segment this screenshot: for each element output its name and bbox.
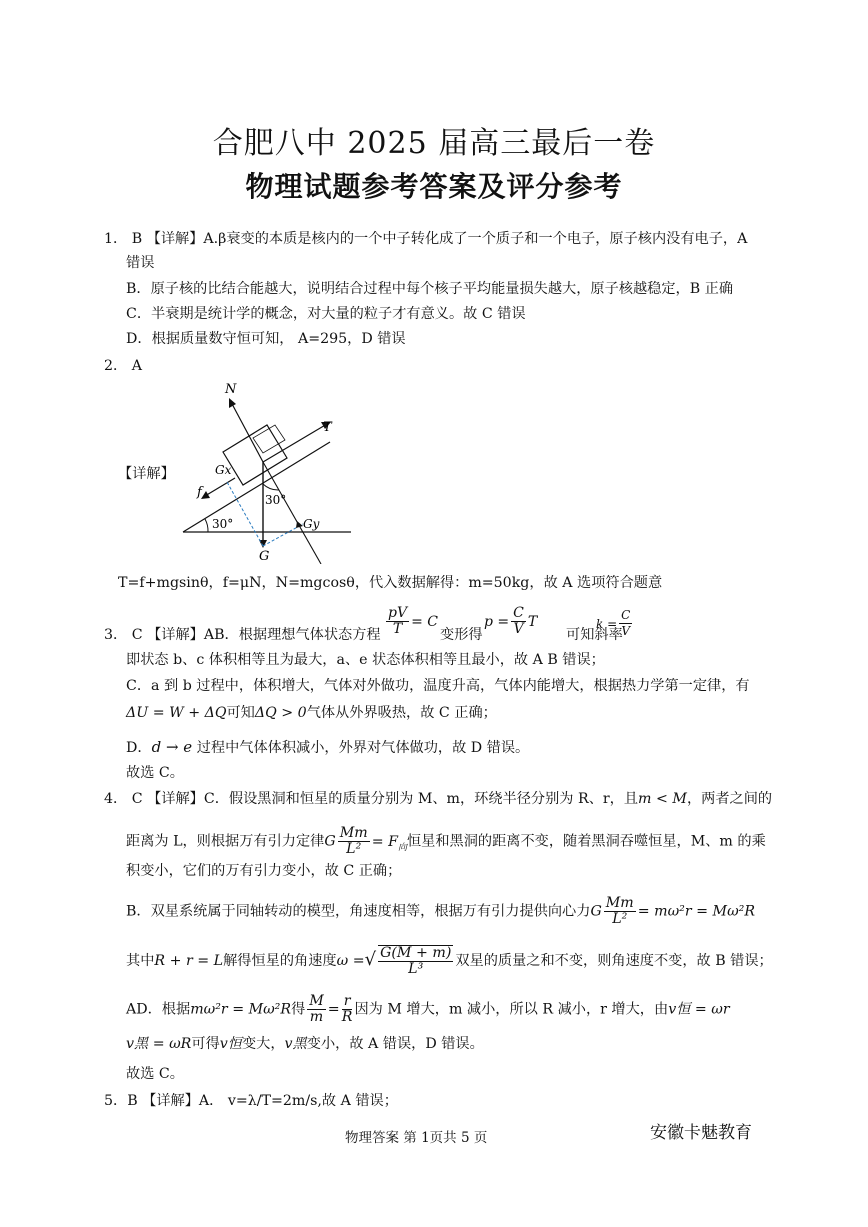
page-subtitle: 物理试题参考答案及评分参考 [245,170,623,203]
q4-line5-text: 其中 [126,953,155,969]
q3-state-equation: $\frac{pV}{T}$ = C [388,605,438,637]
q3-option-d-text: 过程中气体体积减小，外界对气体做功，故 D 错误。 [196,740,530,756]
q4-distance-eq: R + r = L [154,953,224,969]
q1-option-c: C．半衰期是统计学的概念，对大量的粒子才有意义。故 C 错误 [126,306,526,322]
q4-angular-eq: mω²r = Mω²R [190,1001,292,1018]
q2-formula: T=f+mgsinθ，f=μN，N=mgcosθ，代入数据解得：m=50kg，故 A 选项符合题意 [118,575,663,591]
q3-text-kezhi: 可知 [226,705,255,721]
q3-text-absorb: 气体从外界吸热，故 C 正确； [306,705,497,721]
force-label-gy: Gy [303,517,320,531]
q2-head: 2． A [104,358,142,374]
q4-v-bh: v黑 [284,1036,307,1052]
q4-line5: 其中R + r = L解得恒星的角速度ω =√ $\frac{G(M + m)}{\text{L³}}$ 双星的质量之和不变，则角速度不变，故 B 错误； [126,945,773,977]
q4-star-velocity-eq: v恒 = ωr [668,1001,730,1018]
q3-head: 3． C 【详解】AB．根据理想气体状态方程 [104,627,381,643]
q4-line6: AD．根据mω²r = Mω²R得 $\frac{M}{m}$ = $\frac{r}{R}$ 因为 M 增大，m 减小，所以 R 减小，r 增大，由v恒 = ωr [126,993,730,1025]
q3-first-law-eq: ΔU = W + ΔQ [126,705,227,721]
q4-v-star: v恒 [219,1036,242,1052]
q3-slope-eq: k = $\frac{C}{V}$ [596,608,631,638]
page-title: 合肥八中 2025 届高三最后一卷 [212,126,656,161]
q4-mass-inequality: m < M [638,791,687,807]
q3-transform-text: 变形得 [440,627,483,643]
q4-line5-tail: 双星的质量之和不变，则角速度不变，故 B 错误； [455,953,773,969]
brand-watermark: 安徽卡魅教育 [650,1123,752,1143]
q4-line6-text: AD．根据 [126,1001,191,1018]
q3-line2: 即状态 b、c 体积相等且为最大，a、e 状态体积相等且最小，故 A B 错误； [126,652,605,668]
q4-line5-mid: 解得恒星的角速度 [223,953,337,969]
q3-process-de: d → e [151,738,193,756]
q4-line7-tail: 变小，故 A 错误，D 错误。 [306,1036,484,1052]
q4-line6-mid: 因为 M 增大，m 减小，所以 R 减小，r 增大，由 [354,1001,669,1018]
q1-line1: 1． B 【详解】A.β衰变的本质是核内的一个中子转化成了一个质子和一个电子，原子核内没有电子，A [104,231,748,247]
q4-bh-velocity-eq: v黑 = ωR [126,1036,192,1052]
q3-answer: 故选 C。 [126,765,184,781]
q1-option-d: D．根据质量数守恒可知， A=295，D 错误 [126,331,406,347]
q4-line1-text: 4． C 【详解】C．假设黑洞和恒星的质量分别为 M、m，环绕半径分别为 R、r，且 [104,791,639,807]
q4-centripetal-eq: = mω²r = Mω²R [637,903,756,920]
force-label-gx: Gx [215,463,232,477]
force-label-f: f [197,485,202,500]
angle-label-gravity: 30° [265,493,287,507]
q3-line4 [126,704,497,722]
q2-detail-label: 【详解】 [118,466,175,482]
q3-line5 [126,738,529,757]
q4-line7-kede: 可得 [191,1036,220,1052]
force-label-g: G [259,549,270,564]
q3-heat-inequality: ΔQ > 0 [254,705,307,721]
q1-option-b: B．原子核的比结合能越大，说明结合过程中每个核子平均能量损失越大，原子核越稳定，B 正确 [126,281,734,297]
q4-line4-text: B．双星系统属于同轴转动的模型，角速度相等，根据万有引力提供向心力 [126,903,591,920]
q4-line6-de: 得 [291,1001,306,1018]
q4-line7 [126,1035,484,1053]
q4-line2: 距离为 L，则根据万有引力定律G $\frac{Mm}{\text{L²}}$ = $F_向$恒星和黑洞的距离不变，随着黑洞吞噬恒星，M、m 的乘 [126,825,766,857]
q4-line1 [104,790,772,808]
q4-line2-tail: 恒星和黑洞的距离不变，随着黑洞吞噬恒星，M、m 的乘 [406,833,766,850]
q4-line2-text: 距离为 L，则根据万有引力定律 [126,833,325,850]
q4-line3: 积变小，它们的万有引力变小，故 C 正确； [126,863,402,879]
page-number: 物理答案 第 1页共 5 页 [345,1130,488,1146]
q4-line7-bigger: 变大， [241,1036,285,1052]
q1-line2: 错误 [126,255,155,271]
angle-label-incline: 30° [212,517,234,531]
incline-force-diagram [175,378,365,564]
q5-line1: 5．B 【详解】A． v=λ/T=2m/s,故 A 错误； [104,1093,398,1109]
q3-option-d-label: D． [126,740,152,756]
q4-answer: 故选 C。 [126,1066,184,1082]
force-label-n: N [225,382,237,397]
q4-line4: B．双星系统属于同轴转动的模型，角速度相等，根据万有引力提供向心力G $\frac{Mm}{\text{L²}}$ = mω²r = Mω²R [126,895,756,927]
q3-slope-text: 可知斜率 [566,627,623,643]
q3-transformed-eq: p = $\frac{C}{V}$ T [484,605,538,637]
q3-line3: C．a 到 b 过程中，体积增大，气体对外做功，温度升高，气体内能增大，根据热力学第一定律，有 [126,678,750,694]
q4-line1-tail: ，两者之间的 [686,791,773,807]
force-label-t: T [323,420,332,435]
